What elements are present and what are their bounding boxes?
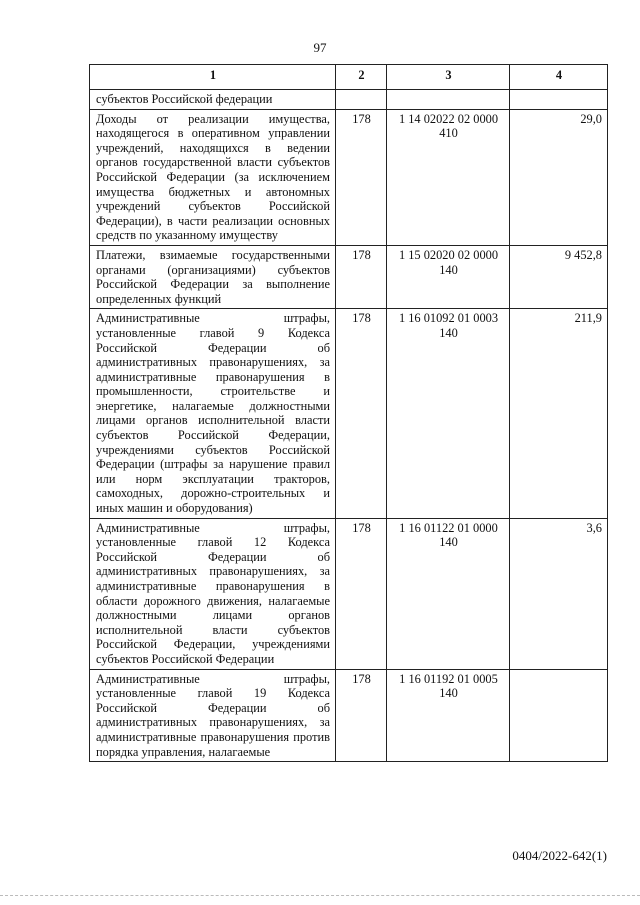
row-budget-code	[387, 90, 510, 110]
scan-edge-divider	[0, 895, 640, 898]
row-name: субъектов Российской федерации	[90, 90, 336, 110]
header-col-2: 2	[336, 65, 387, 90]
row-admin-code: 178	[336, 245, 387, 308]
row-budget-code: 1 16 01192 01 0005 140	[387, 669, 510, 762]
table-row	[90, 669, 608, 762]
row-amount: 211,9	[510, 309, 608, 518]
row-admin-code: 178	[336, 109, 387, 245]
table-row	[90, 518, 608, 669]
table-row	[90, 245, 608, 308]
table-row	[90, 90, 608, 110]
row-name: Административные штрафы, установленные главой 9 Кодекса Российской Федерации об административных правонарушениях, за административные правонарушения в промышленности, строительстве и энергетике, налагаемые должностными лицами органов исполнительной власти субъектов Российской Федерации, учреждениями субъектов Российской Федерации (штрафы за нарушение правил или норм эксплуатации тракторов, самоходных, дорожно-строительных и иных машин и оборудования)	[90, 309, 336, 518]
row-budget-code: 1 15 02020 02 0000 140	[387, 245, 510, 308]
row-admin-code: 178	[336, 518, 387, 669]
row-admin-code: 178	[336, 669, 387, 762]
row-name: Административные штрафы, установленные главой 19 Кодекса Российской Федерации об административных правонарушениях, за административные правонарушения против порядка управления, налагаемые	[90, 669, 336, 762]
row-amount	[510, 90, 608, 110]
header-col-4: 4	[510, 65, 608, 90]
row-admin-code: 178	[336, 309, 387, 518]
row-name: Доходы от реализации имущества, находящегося в оперативном управлении учреждений, находящихся в ведении органов государственной власти субъектов Российской Федерации (за исключением имущества бюджетных и автономных учреждений субъектов Российской Федерации), в части реализации основных средств по указанному имуществу	[90, 109, 336, 245]
budget-table	[89, 64, 608, 762]
row-admin-code	[336, 90, 387, 110]
header-row	[90, 65, 608, 90]
document-footer-code: 0404/2022-642(1)	[512, 848, 607, 863]
row-amount	[510, 669, 608, 762]
header-col-1: 1	[90, 65, 336, 90]
row-budget-code: 1 16 01092 01 0003 140	[387, 309, 510, 518]
row-amount: 3,6	[510, 518, 608, 669]
header-col-3: 3	[387, 65, 510, 90]
row-amount: 9 452,8	[510, 245, 608, 308]
page-number: 97	[313, 40, 327, 55]
row-name: Платежи, взимаемые государственными органами (организациями) субъектов Российской Федерации за выполнение определенных функций	[90, 245, 336, 308]
row-amount: 29,0	[510, 109, 608, 245]
row-budget-code: 1 16 01122 01 0000 140	[387, 518, 510, 669]
row-name: Административные штрафы, установленные главой 12 Кодекса Российской Федерации об административных правонарушениях, за административные правонарушения в области дорожного движения, налагаемые должностными лицами органов исполнительной власти субъектов Российской Федерации, учреждениями субъектов Российской Федерации	[90, 518, 336, 669]
table-row	[90, 309, 608, 518]
row-budget-code: 1 14 02022 02 0000 410	[387, 109, 510, 245]
table-row	[90, 109, 608, 245]
